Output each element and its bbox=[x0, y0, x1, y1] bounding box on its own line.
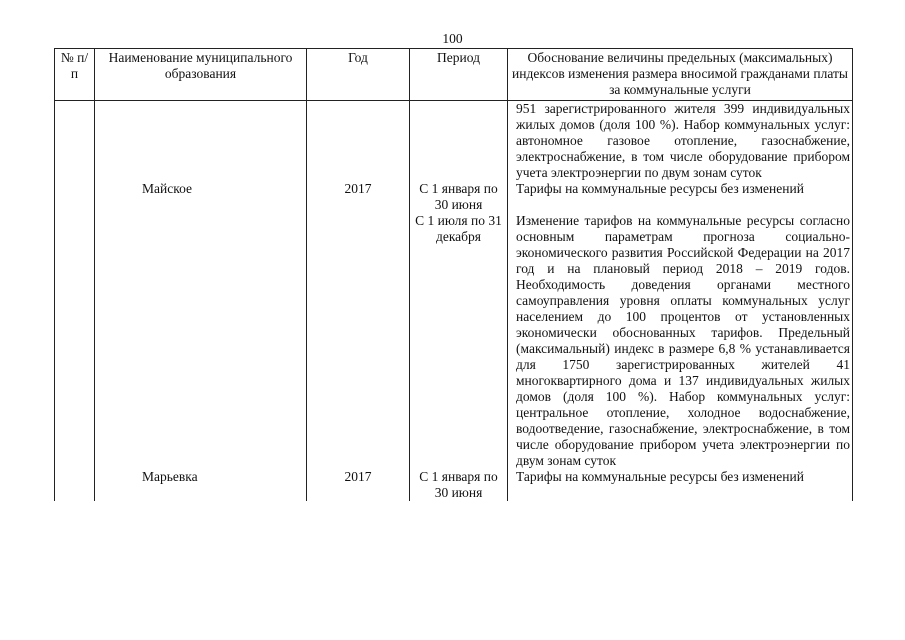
table-row bbox=[55, 181, 853, 213]
table-row bbox=[55, 213, 853, 469]
cell-basis: Изменение тарифов на коммунальные ресурсы согласно основным параметрам прогноза социально-экономического развития Российской Федерации на 2017 год и на плановый период 2018 – 2019 годов. Необходимость доведения органами местного самоуправления уровня оплаты коммунальных услуг населением до 100 процентов от установленных экономически обоснованных тарифов. Предельный (максимальный) индекс в размере 6,8 % устанавливается для 1750 зарегистрированных жителей 41 многоквартирного дома и 137 индивидуальных жилых домов (доля 100 %). Набор коммунальных услуг: центральное отопление, холодное водоснабжение, водоотведение, газоснабжение, электроснабжение, в том числе оборудование прибором учета электроэнергии по двум зонам суток bbox=[508, 213, 853, 469]
header-year: Год bbox=[307, 49, 410, 101]
cell-municipality: Майское bbox=[95, 181, 307, 213]
header-num: № п/п bbox=[55, 49, 95, 101]
cell-year: 2017 bbox=[307, 469, 410, 501]
tariff-table bbox=[54, 48, 853, 501]
header-basis: Обоснование величины предельных (максимальных) индексов изменения размера вносимой гражданами платы за коммунальные услуги bbox=[508, 49, 853, 101]
page-number: 100 bbox=[442, 31, 463, 46]
cell-period: С 1 июля по 31 декабря bbox=[410, 213, 508, 469]
cell-municipality bbox=[95, 213, 307, 469]
cell-basis: Тарифы на коммунальные ресурсы без изменений bbox=[508, 181, 853, 213]
cell-municipality bbox=[95, 101, 307, 182]
table-row bbox=[55, 101, 853, 182]
cell-year bbox=[307, 213, 410, 469]
cell-num bbox=[55, 213, 95, 469]
cell-num bbox=[55, 181, 95, 213]
cell-num bbox=[55, 101, 95, 182]
cell-period: С 1 января по 30 июня bbox=[410, 469, 508, 501]
cell-basis: 951 зарегистрированного жителя 399 индивидуальных жилых домов (доля 100 %). Набор коммунальных услуг: автономное газовое отопление, газоснабжение, электроснабжение, в том числе оборудование прибором учета электроэнергии по двум зонам суток bbox=[508, 101, 853, 182]
cell-period bbox=[410, 101, 508, 182]
table-header-row bbox=[55, 49, 853, 101]
cell-num bbox=[55, 469, 95, 501]
table-row bbox=[55, 469, 853, 501]
cell-period: С 1 января по 30 июня bbox=[410, 181, 508, 213]
cell-basis: Тарифы на коммунальные ресурсы без изменений bbox=[508, 469, 853, 501]
cell-year bbox=[307, 101, 410, 182]
header-municipality: Наименование муниципального образования bbox=[95, 49, 307, 101]
cell-year: 2017 bbox=[307, 181, 410, 213]
cell-municipality: Марьевка bbox=[95, 469, 307, 501]
header-period: Период bbox=[410, 49, 508, 101]
